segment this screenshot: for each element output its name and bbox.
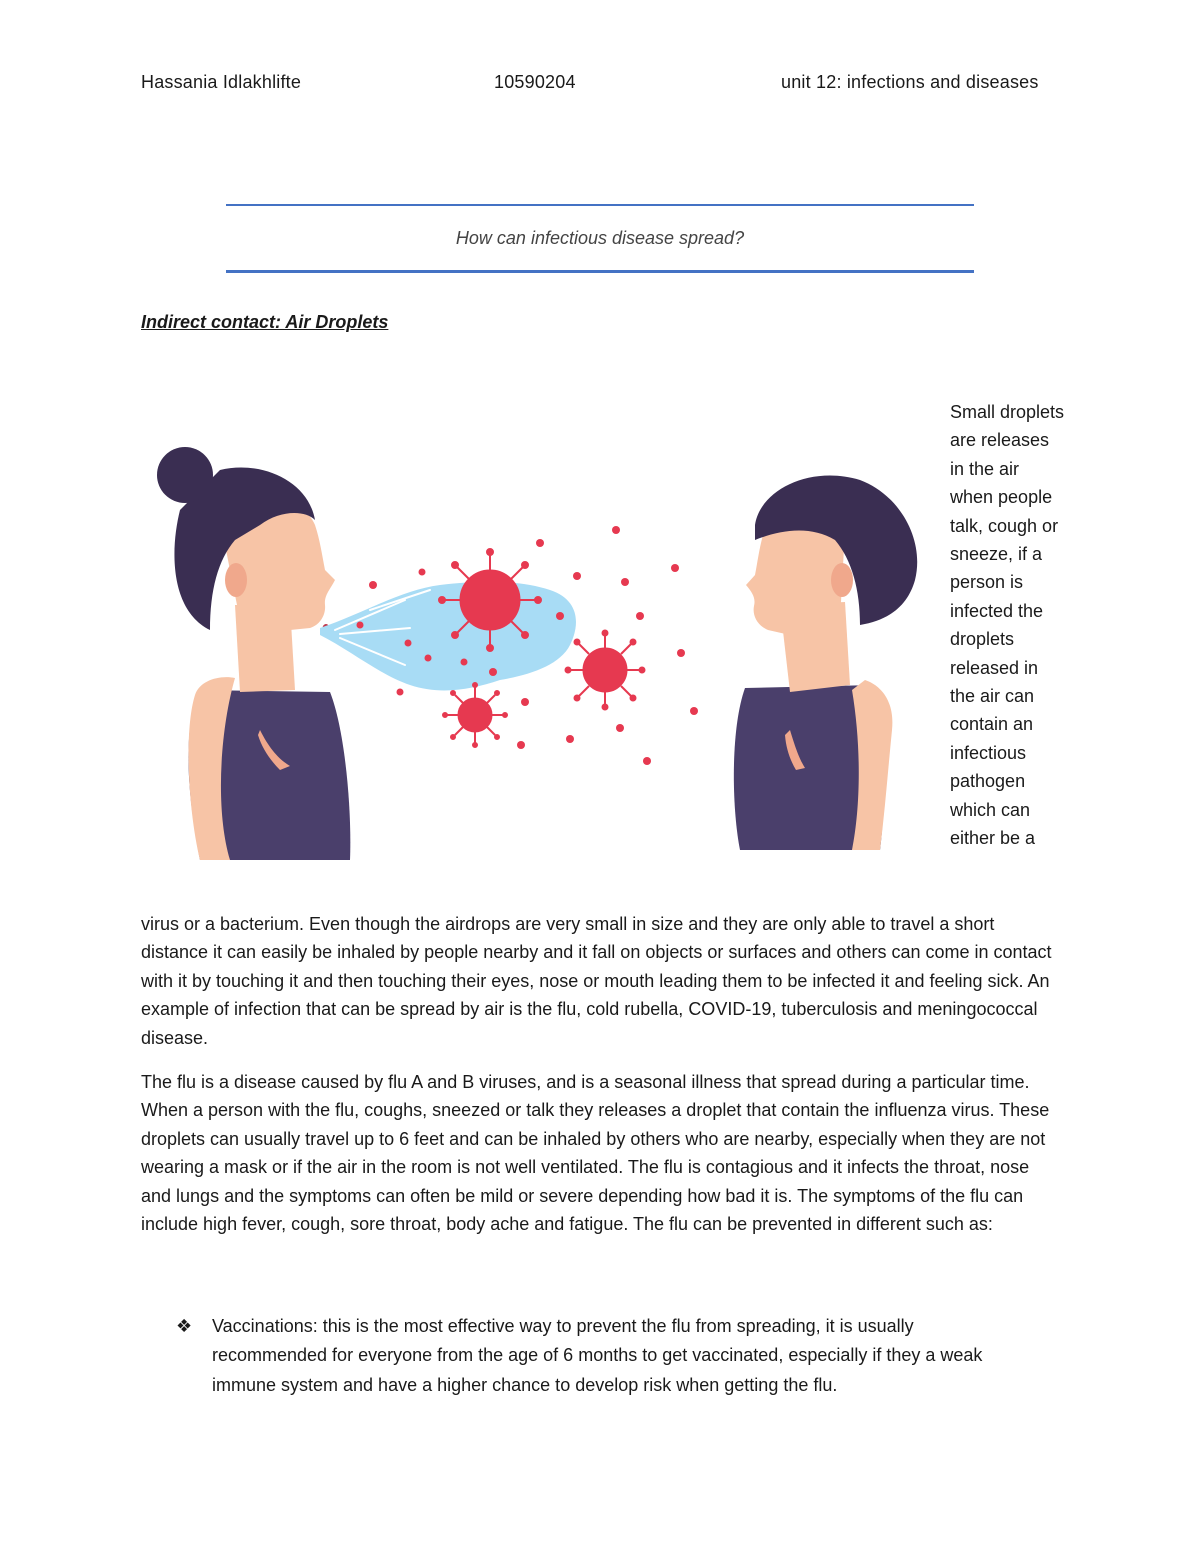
bullet-vaccinations: Vaccinations: this is the most effective way to prevent the flu from spreading, it is usually recommended for everyone from the age of 6 months to get vaccinated, especially if they a weak immune system and have a higher chance to develop risk when getting the flu. bbox=[212, 1316, 983, 1395]
title-rule-top bbox=[226, 204, 974, 206]
section-heading: Indirect contact: Air Droplets bbox=[141, 312, 389, 332]
diamond-bullet-icon: ❖ bbox=[176, 1316, 193, 1336]
page-title: How can infectious disease spread? bbox=[455, 228, 745, 248]
header-author: Hassania Idlakhlifte bbox=[141, 72, 302, 92]
header-student-id: 10590204 bbox=[494, 72, 576, 92]
right-person-figure bbox=[734, 476, 917, 850]
paragraph-airdrops: virus or a bacterium. Even though the airdrops are very small in size and they are only able to travel a short distance it can easily be inhaled by people nearby and it fall on objects or surfaces and others can come in contact with it by touching it and then touching their eyes, nose or mouth leading them to be infected it and feeling sick. An example of infection that can be spread by air is the flu, cold rubella, COVID-19, tuberculosis and meningococcal disease. bbox=[141, 914, 1052, 1048]
paragraph-flu: The flu is a disease caused by flu A and B viruses, and is a seasonal illness that spread during a particular time. When a person with the flu, coughs, sneezed or talk they releases a droplet that contain the influenza virus. These droplets can usually travel up to 6 feet and can be inhaled by others who are nearby, especially when they are not wearing a mask or if the air in the room is not well ventilated. The flu is contagious and it infects the throat, nose and lungs and the symptoms can often be mild or severe depending how bad it is. The symptoms of the flu can include high fever, cough, sore throat, body ache and fatigue. The flu can be prevented in different such as: bbox=[141, 1072, 1050, 1235]
left-person-figure bbox=[157, 447, 350, 860]
side-paragraph: Small droplets are releases in the air when people talk, cough or sneeze, if a person is infected the droplets released in the air can contain an infectious pathogen which can either be a bbox=[950, 402, 1065, 849]
header-unit: unit 12: infections and diseases bbox=[781, 72, 1039, 92]
title-rule-bottom bbox=[226, 270, 974, 273]
illustration-svg bbox=[140, 430, 920, 880]
cough-droplets-illustration bbox=[140, 430, 920, 880]
